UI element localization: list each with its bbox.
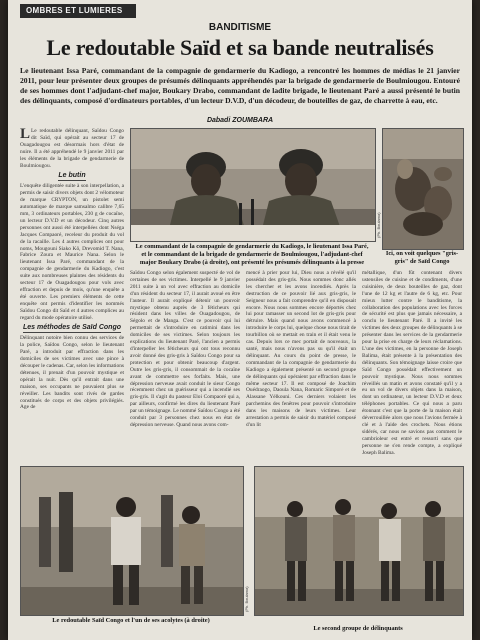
intro-text: Le redoutable délinquant, Saïdou Congo dit Saïd, qui opérait au secteur 17 de Ouagadougou est désormais hors d'état de nuire. Il a été appréhendé le 9 janvier 2011 par les éléments de la brigade de gendarmerie de Boulmiougou.: [20, 128, 124, 169]
lead-paragraph: Le lieutenant Issa Paré, commandant de la compagnie de gendarmerie du Kadiogo, a rencontré les hommes de médias le 21 janvier 2011, pour leur présenter deux groupes de présumés délinquants appréhendés par la brigade de gendarmerie de Boulmiougou. Entouré de ses hommes dont l'adjudant-chef major, Boukary Drabo, commandant de ladite brigade, le lieutenant Paré a aussi présenté le butin des délinquants, composé d'ordinateurs portables, d'un lecteur D.V.D, d'un décodeur, de bouteilles de gaz, de charrette à eau, etc.: [20, 66, 460, 105]
drop-cap: L: [20, 128, 31, 142]
caption-bottom-right: Le second groupe de délinquants: [313, 625, 403, 632]
column-1: [20, 128, 124, 463]
section-rubric: OMBRES ET LUMIERES: [20, 4, 136, 18]
officers-image: [131, 129, 375, 241]
newspaper-page: [8, 0, 472, 640]
caption-right-photo: Ici, on voit quelques "gris-gris" de Saïd Congo: [385, 250, 459, 265]
photo-said-congo: [20, 466, 244, 616]
photo-credit: (Ph. Boulama): [376, 212, 381, 238]
headline: Le redoutable Saïd et sa bande neutralisés: [46, 35, 434, 60]
paragraph: L'enquête diligentée suite à son interpellation, a permis de saisir divers objets dont 2 vélomoteur de marque CRYPTON, un pistolet semi automatique de marque samsalmo calibre 7,65 mm, 3 ordinateurs portables, 230 g de cocaïne, un lecteur D.V.D et un décodeur. Cinq autres personnes ont aussi été interpellées dont Nséga Jacques Compaoré, receleur du produit du vol de la racaille. Les 4 autres complices ont pour noms, Mougouni Siako Kô, Drevomid T. Nana, Fabrice Zoura et Maurice Nana. Selon le lieutenant Issa Paré, commandant de la compagnie de gendarmerie du Kadiogo, c'est suite aux nombreuses plaintes des résidents du secteur 17 de Ouagadougou pour vols avec effraction et depuis de mois, qu'une enquête a été ouverte. Les premiers éléments de cette enquête ont permis d'identifier les nommés Saïdou Congo dit Saïd et 4 autres complices au regard du mode opératoire utilisé.: [20, 183, 124, 321]
photo-second-group: [254, 466, 464, 616]
said-congo-image: [21, 467, 243, 615]
caption-top-photo: Le commandant de la compagnie de gendarmerie du Kadiogo, le lieutenant Issa Paré, et le commandant de la brigade de gendarmerie de Boulmiougou, l'adjudant-chef major Boukary Drabo (à droite), ont présenté les présumés délinquants à la presse: [135, 243, 369, 266]
photo-officers-press: [130, 128, 376, 242]
caption-bottom-left: Le redoutable Saïd Congo et l'un de ses acolytes (à droite): [52, 617, 210, 624]
paragraph: Délinquant notoire bien connu des services de la police, Saïdou Congo, selon le lieutenant Paré, a introduit par effraction dans les domiciles de ses victimes avec une pince à découper le cadenas. Car, selon les informations détenues, il prenait d'un pouvoir mystique et opérait la nuit. Dès qu'il entrait dans une maison, ses occupants ne pouvaient plus se réveiller. Les bandits sont rivés de gardes constitués de corps et des objets privilégiés. Age de: [20, 335, 124, 411]
kicker: BANDITISME: [208, 22, 272, 33]
photo-gris-gris: [382, 128, 464, 250]
subhead-methodes: Les méthodes de Saïd Congo: [22, 324, 121, 332]
photo-credit: (Ph. Boulama): [244, 586, 249, 612]
subhead-le-butin: Le butin: [58, 172, 86, 180]
column-3: mencé à prier pour lui, Dieu nous a révélé qu'il possédait des gris-gris. Nous sommes donc allés les chercher et les avons incendiés. Après la destruction de ce pouvoir lié aux gris-gris, le Seigneur nous a fait comprendre qu'il en disposait encore. Nous nous sommes encore déportés chez lui pour ramasser un second lot de gris-gris pour détruire. Mais quand nous avons commencé à introduire le corps lui, quelque chose nous tirait de tourbillon où se mettait en train et il était venu le cas. Depuis lors ce mec portait de nouveaux, la santé, mais nous n'avons pas su qu'il était un délinquant. Au cours du point de presse, le commandant de la compagnie de gendarmerie du Kadiogo a également présenté un second groupe de délinquants qui opéraient par effraction dans le même secteur 17. Il est composé de Joachim Ouédraogo, Daoula Nana, Romaric Simporé et de Alassane Yélkouni. Ces derniers volaient les parchemins des fenêtres pour pouvoir s'introduire dans les maisons de leurs victimes. Leur arrestation a permis de saisir du matériel composé d'un lit: [246, 270, 356, 428]
second-group-image: [255, 467, 463, 615]
gris-gris-image: [383, 129, 463, 249]
column-4: métallique, d'un fût contenant divers ustensiles de cuisine et de condiments, d'une cuisinière, de deux bouteilles de gaz, dont l'une de 12 kg et l'autre de 6 kg, etc. Pour mieux lutter contre le banditisme, la collaboration des populations avec les forces de sécurité est plus que jamais nécessaire, a conclu le lieutenant Paré. Il a invité les victimes des deux groupes de délinquants à se présenter dans les services de la gendarmerie pour la prise en charge de leurs réclamations. L'une des victimes, en la personne de Joseph Balima, était présente à la présentation des délinquants. Son témoignage laisse croire que Saïd Congo possédait effectivement un pouvoir mystique. Nous nous sommes réveillés un matin et avons constaté qu'il y a eu un vol de divers objets dans la maison, dont un ordinateur, un lecteur D.V.D et deux téléphones portables. Ce qui nous a paru étonnant c'est que la porte de la maison était déverrouillée alors que nous l'avions fermée à clé et à l'aide des crochets. Nous étions sidérés, car nous ne savions pas comment le cambrioleur est entré et ressorti sans que personne ne s'en rende compte, a expliqué Joseph Balima.: [362, 270, 462, 456]
intro-paragraph: [20, 128, 124, 169]
byline: Dabadi ZOUMBARA: [206, 117, 274, 124]
column-2: Saïdou Congo selon également suspecté de vol de certaines de ses victimes. Interpellé le 9 janvier 2011 suite à un vol avec effraction au domicile d'un résident du secteur 17, il aurait avoué en être l'auteur. Il aurait expliqué détenir un pouvoir mystique obtenu auprès de 3 féticheurs qui résident dans les villes de Ouagadougou, de Ségolo et de Manga. C'est ce pouvoir qui lui permettait de s'introduire en catimini dans les domiciles de ses victimes. Selon toujours les explications du lieutenant Paré, l'ancien a permis d'interpeller les féticheurs qui ont tous reconnu avoir donné des gris-gris à Saïdou Congo pour sa protection et pour obtenir beaucoup d'argent. Outre les gris-gris, il consommait de la cocaïne avant de commettre ses forfaits. Mais, une dépression nerveuse avait conduit le sieur Congo récemment chez un guérisseur qui a incendié ses gris-gris. Il s'agit du pasteur Eloi Compaoré qui a, par ailleurs, confirmé les dires du lieutenant Paré par un témoignage. Le nommé Saïdou Congo a été conduit par 3 personnes chez nous en état de dépression nerveuse. Quand nous avons com-: [130, 270, 240, 428]
